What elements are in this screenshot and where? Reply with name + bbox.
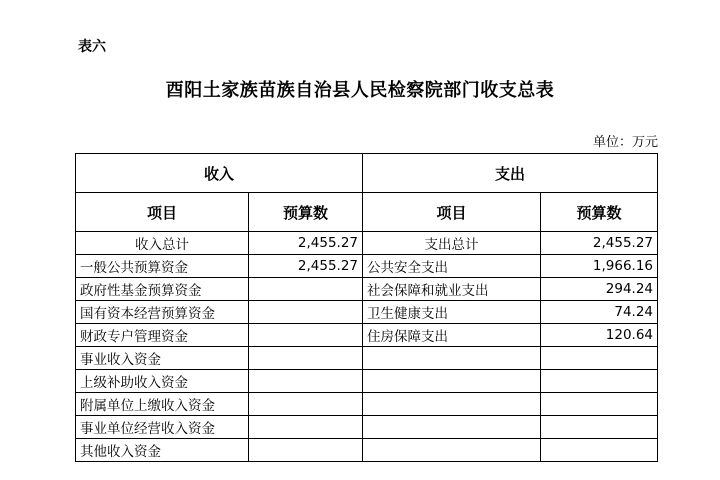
- expense-item-cell: 卫生健康支出: [363, 301, 541, 324]
- expense-amount-cell: [541, 393, 658, 416]
- income-item-column-header: 项目: [76, 193, 249, 232]
- income-amount-cell: [249, 416, 363, 439]
- income-item-cell: 事业收入资金: [76, 347, 249, 370]
- income-amount-cell: 2,455.27: [249, 255, 363, 278]
- income-item-cell: 上级补助收入资金: [76, 370, 249, 393]
- table-row: [76, 347, 658, 370]
- income-item-cell: 收入总计: [76, 232, 249, 255]
- expense-amount-cell: 2,455.27: [541, 232, 658, 255]
- expense-item-cell: [363, 347, 541, 370]
- income-item-cell: 政府性基金预算资金: [76, 278, 249, 301]
- total-row: [76, 232, 658, 255]
- table-row: [76, 416, 658, 439]
- budget-summary-table: [75, 153, 658, 462]
- income-budget-column-header: 预算数: [249, 193, 363, 232]
- expense-item-cell: [363, 370, 541, 393]
- expense-amount-cell: [541, 347, 658, 370]
- income-item-cell: 国有资本经营预算资金: [76, 301, 249, 324]
- section-header-row: [76, 154, 658, 193]
- income-amount-cell: [249, 347, 363, 370]
- expense-item-cell: [363, 439, 541, 462]
- expense-item-cell: [363, 416, 541, 439]
- income-amount-cell: [249, 324, 363, 347]
- expense-amount-cell: [541, 439, 658, 462]
- table-row: [76, 278, 658, 301]
- table-row: [76, 393, 658, 416]
- income-item-cell: 一般公共预算资金: [76, 255, 249, 278]
- expense-item-column-header: 项目: [363, 193, 541, 232]
- expense-item-cell: 社会保障和就业支出: [363, 278, 541, 301]
- table-row: [76, 439, 658, 462]
- income-amount-cell: [249, 370, 363, 393]
- table-body: [76, 154, 658, 462]
- income-amount-cell: [249, 301, 363, 324]
- table-row: [76, 324, 658, 347]
- income-item-cell: 附属单位上缴收入资金: [76, 393, 249, 416]
- income-item-cell: 事业单位经营收入资金: [76, 416, 249, 439]
- income-amount-cell: [249, 393, 363, 416]
- table-row: [76, 255, 658, 278]
- expense-item-cell: 支出总计: [363, 232, 541, 255]
- expense-amount-cell: 74.24: [541, 301, 658, 324]
- column-header-row: [76, 193, 658, 232]
- expense-amount-cell: [541, 370, 658, 393]
- expense-item-cell: [363, 393, 541, 416]
- table-row: [76, 301, 658, 324]
- unit-note: 单位：万元: [592, 135, 658, 150]
- expense-amount-cell: 1,966.16: [541, 255, 658, 278]
- income-amount-cell: [249, 439, 363, 462]
- expense-amount-cell: 294.24: [541, 278, 658, 301]
- expense-item-cell: 住房保障支出: [363, 324, 541, 347]
- expense-item-cell: 公共安全支出: [363, 255, 541, 278]
- expense-section-header: 支出: [363, 154, 658, 193]
- expense-budget-column-header: 预算数: [541, 193, 658, 232]
- income-item-cell: 财政专户管理资金: [76, 324, 249, 347]
- expense-amount-cell: [541, 416, 658, 439]
- income-section-header: 收入: [76, 154, 363, 193]
- income-item-cell: 其他收入资金: [76, 439, 249, 462]
- table-label: 表六: [78, 39, 106, 55]
- page-title: 酉阳土家族苗族自治县人民检察院部门收支总表: [165, 80, 555, 101]
- income-amount-cell: [249, 278, 363, 301]
- income-amount-cell: 2,455.27: [249, 232, 363, 255]
- table-row: [76, 370, 658, 393]
- expense-amount-cell: 120.64: [541, 324, 658, 347]
